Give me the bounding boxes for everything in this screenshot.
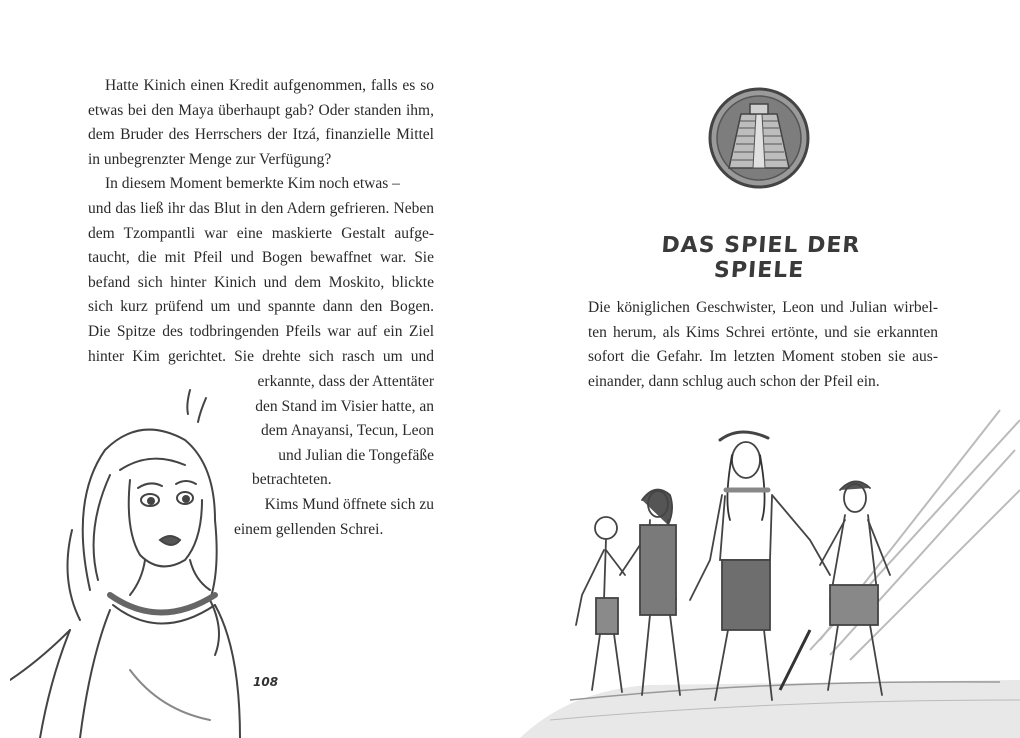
paragraph-3-line-1: einem gellenden Schrei. bbox=[234, 520, 384, 538]
paragraph-2-line-4: befand sich hinter Kinich und dem Moskito, blickte bbox=[88, 273, 434, 291]
paragraph-3-line-0: Kims Mund öffnete sich zu bbox=[264, 495, 434, 513]
narrow-line-0: erkannte, dass der Attentäter bbox=[257, 373, 434, 390]
right-line-0: Die königlichen Geschwister, Leon und Julian wirbel- bbox=[588, 299, 938, 316]
page-number: 108 bbox=[253, 675, 279, 689]
right-line-1: ten herum, als Kims Schrei ertönte, und sie erkannten bbox=[588, 323, 938, 341]
group-scattering-illustration bbox=[510, 400, 1020, 738]
paragraph-1: Hatte Kinich einen Kredit aufgenommen, falls es so etwas bei den Maya überhaupt gab? Oder standen ihm, dem Bruder des Herrschers der Itzá, finanzielle Mittel in unbegrenzter Menge zur Verfügung? bbox=[88, 77, 434, 168]
left-narrow-text bbox=[234, 370, 434, 542]
right-line-3: einander, dann schlug auch schon der Pfeil ein. bbox=[588, 372, 880, 390]
paragraph-2-line-1: und das ließ ihr das Blut in den Adern gefrieren. Neben bbox=[88, 199, 434, 217]
narrow-line-4: betrachteten. bbox=[252, 471, 332, 489]
left-main-text bbox=[88, 74, 434, 369]
paragraph-2-line-6: Die Spitze des todbringenden Pfeils war auf ein Ziel bbox=[88, 322, 434, 340]
paragraph-2-line-7: hinter Kim gerichtet. Sie drehte sich rasch um und bbox=[88, 347, 434, 365]
paragraph-2-line-5: sich kurz prüfend um und spannte dann den Bogen. bbox=[88, 298, 434, 316]
right-line-2: sofort die Gefahr. Im letzten Moment stoben sie aus- bbox=[588, 348, 938, 366]
chapter-title: DAS SPIEL DER SPIELE bbox=[660, 233, 862, 283]
right-page bbox=[510, 0, 1020, 738]
paragraph-2-line-2: dem Tzompantli war eine maskierte Gestalt aufge- bbox=[88, 224, 434, 242]
paragraph-2-line-3: taucht, die mit Pfeil und Bogen bewaffnet war. Sie bbox=[88, 249, 434, 267]
paragraph-2-line-0: In diesem Moment bemerkte Kim noch etwas – bbox=[105, 175, 400, 193]
pyramid-emblem-icon bbox=[707, 86, 811, 190]
right-main-text bbox=[588, 296, 938, 394]
kim-illustration bbox=[10, 380, 260, 738]
narrow-line-2: dem Anayansi, Tecun, Leon bbox=[261, 422, 434, 440]
narrow-line-1: den Stand im Visier hatte, an bbox=[255, 397, 434, 415]
narrow-line-3: und Julian die Tongefäße bbox=[278, 446, 434, 464]
